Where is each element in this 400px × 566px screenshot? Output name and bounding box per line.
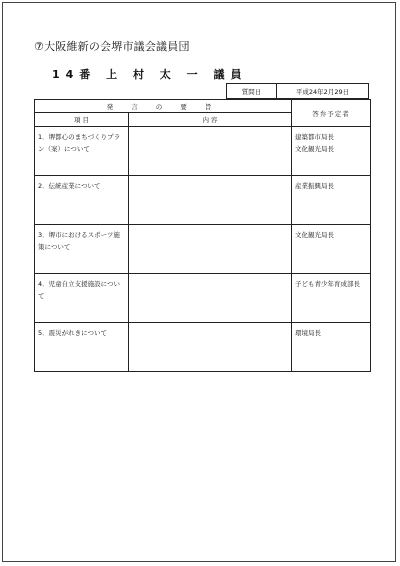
- table-row: [35, 225, 371, 274]
- item-cell: 3．堺市におけるスポーツ施策について: [35, 225, 129, 274]
- answerer-name: 文化観光局長: [295, 145, 335, 153]
- question-date-label: 質問日: [227, 84, 277, 98]
- answerer-name: 建築都市局長: [295, 133, 335, 141]
- answerer-cell: [292, 225, 371, 274]
- item-cell: 1．堺都心のまちづくりプラン（案）について: [35, 127, 129, 176]
- content-cell: [129, 274, 292, 323]
- content-cell: [129, 323, 292, 372]
- answerer-name: 産業振興局長: [295, 182, 335, 190]
- header-answerer: 答弁予定者: [292, 100, 371, 127]
- table-row: [35, 323, 371, 372]
- header-item: 項 目: [35, 113, 129, 127]
- answerer-cell: [292, 274, 371, 323]
- table-row: [35, 127, 371, 176]
- table-row: [35, 176, 371, 225]
- group-name: ⑦大阪維新の会堺市議会議員団: [34, 40, 190, 53]
- item-cell: 4．児童自立支援施設について: [35, 274, 129, 323]
- answerer-cell: [292, 127, 371, 176]
- table-row: [35, 274, 371, 323]
- content-cell: [129, 225, 292, 274]
- header-content: 内 容: [129, 113, 292, 127]
- header-statement-summary: 発 言 の 要 旨: [35, 100, 292, 113]
- item-cell: 2．伝統産業について: [35, 176, 129, 225]
- answerer-name: 文化観光局長: [295, 231, 335, 239]
- question-date-value: 平成24年2月29日: [295, 87, 350, 96]
- answerer-cell: [292, 323, 371, 372]
- answerer-name: 子ども青少年育成部長: [295, 280, 361, 288]
- question-table: [34, 99, 371, 372]
- member-name: 14番 上 村 太 一 議員: [52, 68, 248, 81]
- content-cell: [129, 127, 292, 176]
- content-cell: [129, 176, 292, 225]
- question-date-box: [226, 83, 369, 99]
- item-cell: 5．震災がれきについて: [35, 323, 129, 372]
- answerer-name: 環境局長: [295, 329, 322, 337]
- answerer-cell: [292, 176, 371, 225]
